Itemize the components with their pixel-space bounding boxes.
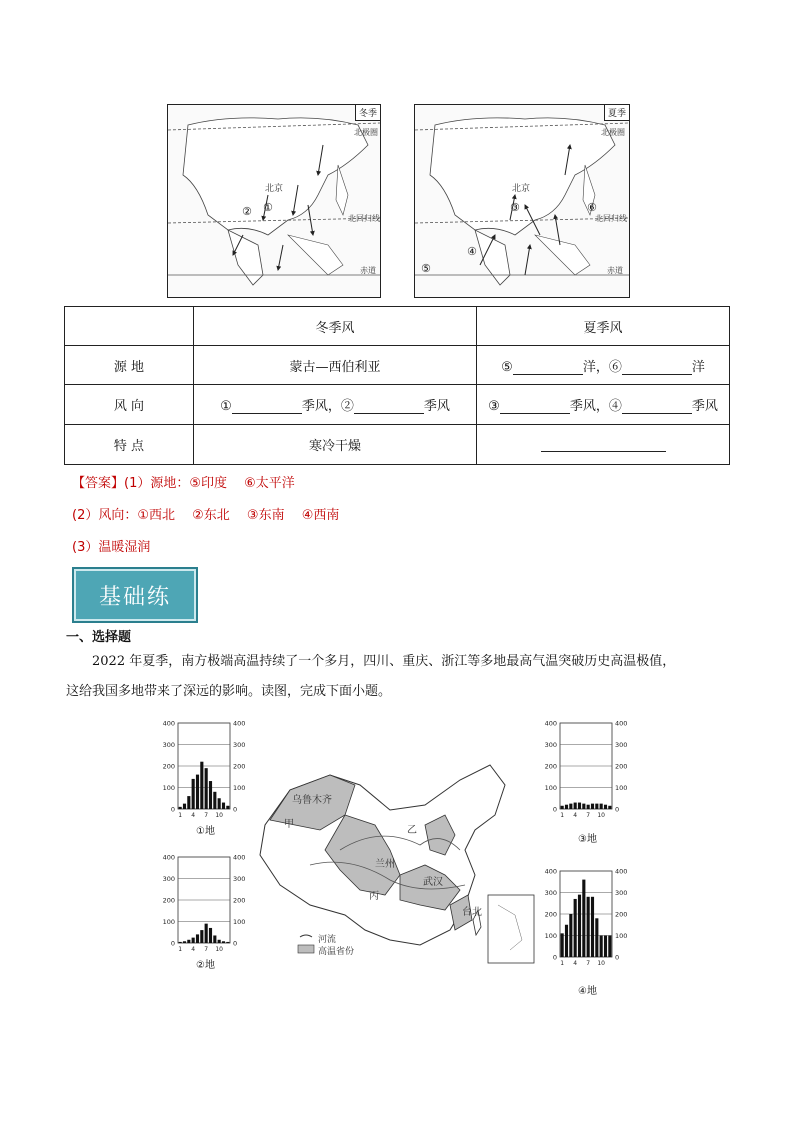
legend-hot: 高温省份 [318,947,355,957]
china-heat-map [250,755,540,970]
y-tick-left: 200 [544,762,557,771]
climate-chart-1 [150,718,260,822]
precip-bar [200,930,203,943]
precip-bar [591,897,594,957]
precip-bar [595,918,598,957]
suffix-monsoon: 季风 [423,399,450,414]
precip-bar [179,942,182,943]
row-direction-label: 风 向 [65,385,194,425]
row-feature-label: 特 点 [65,425,194,465]
y-tick-left: 0 [170,805,175,814]
y-tick-left: 400 [544,719,557,728]
climate-chart-3-name: ③地 [578,834,597,845]
climate-chart-4-name: ④地 [578,986,597,997]
precip-bar [205,924,208,943]
precip-bar [561,933,564,957]
precip-bar [213,792,216,809]
answer-line-2: (2）风向：①西北 ②东北 ③东南 ④西南 [72,508,340,523]
answer-line-3: (3）温暖湿润 [72,540,151,555]
summer-equator-label: 赤道 [607,266,623,275]
x-tick: 4 [573,960,578,966]
label-lanzhou: 兰州 [375,859,395,870]
winter-season-tag: 冬季 [355,105,380,121]
precip-bar [574,803,577,809]
precip-bar [569,914,572,957]
monsoon-table [64,306,730,465]
table-header-winter: 冬季风 [194,307,477,346]
y-tick-left: 100 [544,784,557,792]
climate-chart-2-name: ②地 [196,960,215,971]
winter-monsoon-map [167,104,381,298]
y-tick-right: 200 [233,762,246,771]
winter-marker-2: ② [242,205,252,218]
summer-monsoon-map [414,104,630,298]
y-tick-left: 400 [162,719,175,728]
summer-marker-5: ⑤ [421,262,431,275]
precip-bar [222,941,225,943]
precip-bar [218,940,221,943]
winter-arctic-label: 北极圈 [354,128,378,137]
precip-bar [565,925,568,957]
winter-map-graphic [168,105,380,297]
precip-bar [587,805,590,809]
climate-chart-4-svg [532,866,642,966]
blank-6[interactable] [622,362,692,375]
y-tick-left: 300 [544,741,557,749]
climate-chart-3-svg [532,718,642,818]
suffix-ocean-6: 洋，⑥ [582,359,622,375]
suffix-monsoon-2: 季风，② [301,399,354,414]
x-tick: 10 [597,960,605,966]
x-tick: 4 [573,812,578,818]
precip-bar [218,798,221,809]
x-tick: 7 [586,812,591,818]
precip-bar [209,781,212,809]
y-tick-right: 100 [233,784,246,792]
y-tick-right: 0 [615,805,620,814]
china-map-graphic [250,755,540,970]
y-tick-left: 300 [162,741,175,749]
row-direction-summer [477,385,730,425]
y-tick-right: 300 [233,741,246,749]
marker-5: ⑤ [501,359,513,375]
basic-practice-banner: 基础练 [72,567,198,623]
blank-1[interactable] [232,401,302,414]
label-yi: 乙 [407,825,417,836]
x-tick: 7 [586,960,591,966]
x-tick: 7 [204,946,209,952]
y-tick-right: 300 [615,741,628,749]
precip-bar [574,899,577,957]
y-tick-left: 200 [162,762,175,771]
y-tick-right: 400 [615,867,628,876]
x-tick: 10 [215,812,223,818]
summer-marker-6: ⑥ [587,201,597,214]
label-urumqi: 乌鲁木齐 [292,795,332,806]
y-tick-left: 200 [544,910,557,919]
label-taipei: 台北 [462,907,482,918]
precip-bar [183,804,186,809]
winter-tropic-label: 北回归线 [348,214,380,223]
precip-bar [196,934,199,943]
y-tick-right: 0 [233,939,238,948]
precip-bar [209,928,212,943]
y-tick-left: 0 [552,953,557,962]
label-bing: 丙 [369,891,379,902]
x-tick: 1 [178,946,183,952]
precip-bar [183,941,186,943]
precip-bar [187,796,190,809]
marker-1: ① [220,399,232,414]
precip-bar [591,804,594,809]
y-tick-left: 300 [544,889,557,897]
x-tick: 1 [560,812,565,818]
precip-bar [600,804,603,809]
y-tick-right: 0 [615,953,620,962]
climate-chart-3 [532,718,642,822]
blank-5[interactable] [513,362,583,375]
summer-season-tag: 夏季 [604,105,629,121]
precip-bar [196,775,199,809]
suffix-monsoon-4: 季风，④ [569,399,622,414]
y-tick-right: 300 [615,889,628,897]
summer-arctic-label: 北极圈 [601,128,625,137]
precip-bar [187,940,190,943]
suffix-ocean: 洋 [691,359,705,375]
section-title: 一、选择题 [66,630,132,645]
blank-feature[interactable] [541,439,666,452]
y-tick-right: 100 [233,918,246,926]
blank-2[interactable] [354,401,424,414]
row-source-label: 源 地 [65,346,194,385]
x-tick: 4 [191,812,196,818]
x-tick: 10 [597,812,605,818]
precip-bar [226,942,229,943]
label-wuhan: 武汉 [423,877,443,888]
row-source-summer [477,346,730,385]
winter-city-label: 北京 [265,184,284,194]
y-tick-right: 200 [615,762,628,771]
precip-bar [578,895,581,957]
label-jia: 甲 [284,819,294,830]
precip-bar [578,803,581,809]
precip-bar [587,897,590,957]
summer-marker-4: ④ [467,245,477,258]
winter-equator-label: 赤道 [360,266,376,275]
precip-bar [582,880,585,957]
climate-chart-2-svg [150,852,260,952]
y-tick-right: 300 [233,875,246,883]
answer-line-1 [72,472,295,491]
table-header-summer: 夏季风 [477,307,730,346]
precip-bar [222,803,225,809]
precip-bar [608,806,611,809]
y-tick-left: 400 [162,853,175,862]
precip-bar [569,804,572,809]
blank-3[interactable] [500,401,570,414]
y-tick-right: 200 [615,910,628,919]
precip-bar [192,938,195,943]
y-tick-left: 400 [544,867,557,876]
y-tick-left: 0 [170,939,175,948]
summer-city-label: 北京 [512,184,531,194]
precip-bar [595,804,598,809]
y-tick-left: 100 [162,784,175,792]
precip-bar [179,807,182,809]
summer-tropic-label: 北回归线 [595,214,627,223]
y-tick-right: 0 [233,805,238,814]
y-tick-left: 0 [552,805,557,814]
y-tick-left: 100 [162,918,175,926]
precip-bar [582,804,585,809]
y-tick-left: 100 [544,932,557,940]
marker-3: ③ [488,399,500,414]
x-tick: 7 [204,812,209,818]
climate-chart-4 [532,866,642,970]
precip-bar [561,806,564,809]
x-tick: 4 [191,946,196,952]
y-tick-right: 400 [233,853,246,862]
y-tick-right: 200 [233,896,246,905]
precip-bar [565,805,568,809]
question-paragraph-1: 2022 年夏季，南方极端高温持续了一个多月，四川、重庆、浙江等多地最高气温突破历史高温极值， [92,654,676,669]
precip-bar [226,806,229,809]
y-tick-right: 100 [615,784,628,792]
precip-bar [192,779,195,809]
row-feature-winter: 寒冷干燥 [194,425,477,465]
table-header-empty [65,307,194,346]
x-tick: 1 [178,812,183,818]
summer-marker-3: ③ [510,201,520,214]
climate-chart-1-name: ①地 [196,826,215,837]
legend-river: 河流 [318,935,337,945]
precip-bar [200,762,203,809]
climate-chart-1-svg [150,718,260,818]
row-source-winter: 蒙古—西伯利亚 [194,346,477,385]
precip-bar [600,936,603,958]
precip-bar [604,936,607,958]
precip-bar [213,935,216,943]
winter-marker-1: ① [263,201,273,214]
row-feature-summer [477,425,730,465]
y-tick-left: 300 [162,875,175,883]
question-paragraph-2: 这给我国多地带来了深远的影响。读图，完成下面小题。 [66,684,392,699]
x-tick: 1 [560,960,565,966]
blank-4[interactable] [622,401,692,414]
suffix-monsoon-s: 季风 [691,399,718,414]
answer-text-1: (1）源地：⑤印度 ⑥太平洋 [124,476,295,491]
precip-bar [604,805,607,809]
precip-bar [608,936,611,958]
y-tick-right: 400 [233,719,246,728]
y-tick-right: 100 [615,932,628,940]
y-tick-right: 400 [615,719,628,728]
precip-bar [205,768,208,809]
row-direction-winter [194,385,477,425]
x-tick: 10 [215,946,223,952]
y-tick-left: 200 [162,896,175,905]
climate-chart-2 [150,852,260,956]
answer-bracket: 【答案】 [72,476,125,491]
